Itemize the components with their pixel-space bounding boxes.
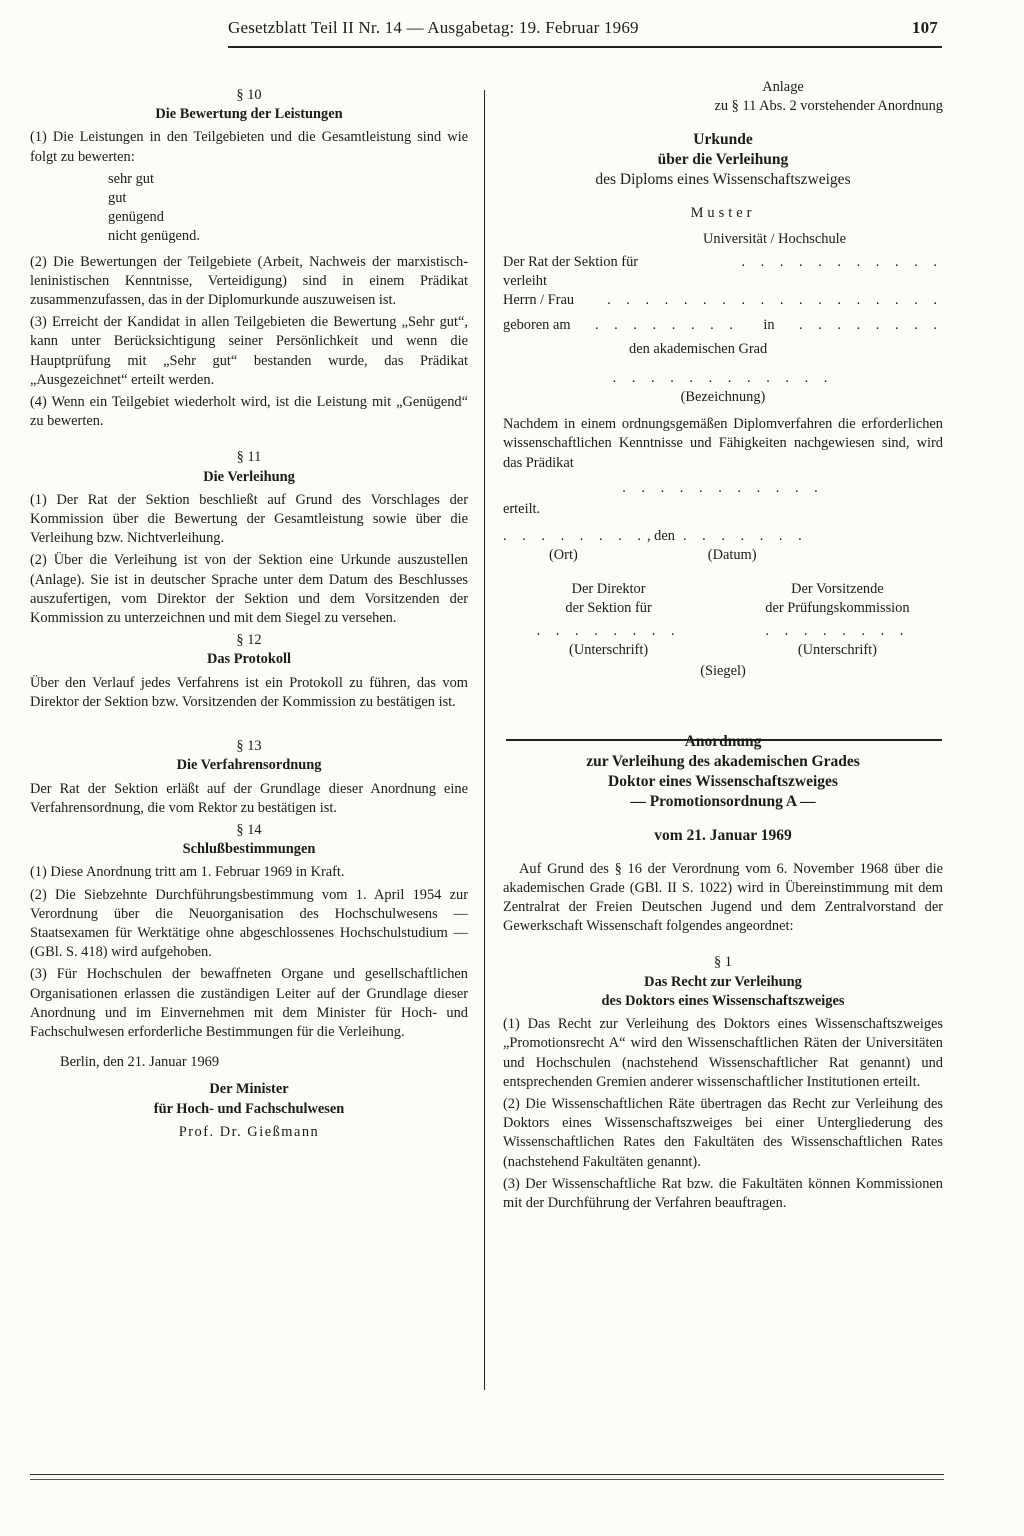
- certificate-title: Urkunde: [693, 131, 753, 149]
- form-row-born: [503, 316, 943, 335]
- annex-reference: zu § 11 Abs. 2 vorstehender Anordnung: [714, 98, 943, 115]
- section-title: Die Bewertung der Leistungen: [155, 106, 343, 123]
- form-dots: . . . . . . . .: [799, 317, 943, 334]
- signatory-office: für Hoch- und Fachschulwesen: [153, 1100, 345, 1117]
- form-label: , den: [646, 528, 675, 545]
- section-sign: § 1: [714, 954, 732, 971]
- signatory-title: der Prüfungskommission: [765, 599, 910, 616]
- section-title: des Doktors eines Wissenschaftszweiges: [601, 992, 845, 1009]
- annex-label: Anlage: [762, 79, 804, 95]
- paragraph: (1) Die Leistungen in den Teilgebieten und die Gesamtleistung sind wie folgt zu bewerten:: [30, 129, 468, 165]
- order-title: Anordnung: [684, 732, 762, 750]
- section-sign: § 10: [236, 87, 262, 103]
- section-sign: § 14: [236, 821, 262, 838]
- form-row-place-date-labels: [503, 546, 943, 565]
- form-label: in: [763, 317, 775, 334]
- grade-item: gut: [108, 190, 127, 207]
- section-sign: § 13: [236, 738, 262, 755]
- form-row-council: [503, 253, 943, 272]
- degree-line: den akademischen Grad: [629, 340, 768, 357]
- paragraph: (2) Über die Verleihung ist von der Sektion eine Urkunde auszustellen (Anlage). Sie ist in deutscher Sprache unter dem Datum des Beschlusses auszufertigen, vom Direktor der Sektion und dem Vorsitzenden der Kommission zu unterzeichnen und mit dem Siegel zu versehen.: [30, 552, 468, 627]
- form-label: Der Rat der Sektion für: [503, 253, 639, 270]
- certificate-title: über die Verleihung: [657, 151, 789, 169]
- paragraph: (2) Die Bewertungen der Teilgebiete (Arbeit, Nachweis der marxistisch-leninistischen Kenntnisse, Verteidigung) sind in einem Prädikat zusammenzufassen, das in der Diplomurkunde auszuweisen ist.: [30, 253, 468, 309]
- signatory-title: Der Direktor: [571, 580, 646, 597]
- form-label: verleiht: [503, 273, 547, 290]
- signatory-name: Prof. Dr. Gießmann: [178, 1123, 320, 1140]
- form-dots: . . . . . . . .: [503, 528, 647, 545]
- paragraph: (2) Die Siebzehnte Durchführungsbestimmung vom 1. April 1954 zur Verordnung über die Neuorganisation des Hochschulwesens — Staatsexamen für Werktätige ohne abgeschlossenes Hochschulstudium — (GBl. S. 418) wird aufgehoben.: [30, 886, 468, 961]
- form-row-person: [503, 291, 943, 310]
- paragraph: Der Rat der Sektion erläßt auf der Grundlage dieser Anordnung eine Verfahrensordnung, die vom Rektor zu bestätigen ist.: [30, 780, 468, 816]
- running-title: Gesetzblatt Teil II Nr. 14 — Ausgabetag: 19. Februar 1969: [228, 18, 639, 37]
- footer-rule: [30, 1474, 944, 1475]
- paragraph: Nachdem in einem ordnungsgemäßen Diplomverfahren die erforderlichen wissenschaftlichen Kenntnisse und Fähigkeiten nachgewiesen sind, wird das Prädikat: [503, 416, 943, 471]
- form-row-place-date: [503, 527, 943, 546]
- paragraph: (3) Für Hochschulen der bewaffneten Organe und gesellschaftlichen Organisationen erlassen die zuständigen Leiter auf der Grundlage dieser Anordnung und im Einvernehmen mit dem Minister für Hoch- und Fachschulwesen erforderliche Bestimmungen für die Verleihung.: [30, 966, 468, 1040]
- institution-line: Universität / Hochschule: [703, 230, 847, 247]
- place-date: Berlin, den 21. Januar 1969: [60, 1054, 220, 1071]
- form-dots: . . . . . . . . . . .: [622, 479, 824, 496]
- page-number: 107: [911, 18, 938, 37]
- paragraph: (1) Der Rat der Sektion beschließt auf Grund des Vorschlages der Kommission über die Bewertung der Gesamtleistung sowie über die Verleihung bzw. Nichtverleihung.: [30, 491, 468, 547]
- signature-label: (Unterschrift): [569, 642, 649, 659]
- signatory-title: Der Vorsitzende: [791, 580, 884, 597]
- form-dots: . . . . . . . .: [594, 317, 739, 334]
- footer-rule-thin: [30, 1479, 944, 1480]
- header-rule: [228, 46, 942, 48]
- left-column: [30, 86, 468, 1142]
- section-title: Das Protokoll: [206, 651, 292, 668]
- paragraph: (1) Diese Anordnung tritt am 1. Februar 1969 in Kraft.: [30, 864, 345, 881]
- right-column: [503, 78, 943, 1216]
- granted-label: erteilt.: [503, 501, 541, 518]
- paragraph: (4) Wenn ein Teilgebiet wiederholt wird, ist die Leistung mit „Genügend“ zu bewerten.: [30, 394, 468, 430]
- grade-item: nicht genügend.: [108, 228, 200, 245]
- section-title: Schlußbestimmungen: [182, 841, 316, 858]
- paragraph: Über den Verlauf jedes Verfahrens ist ein Protokoll zu führen, das vom Direktor der Sektion bzw. Vorsitzenden der Kommission zu bestätigen ist.: [30, 674, 468, 710]
- signature-block: [503, 580, 943, 661]
- signature-left: [503, 580, 714, 661]
- form-dots: . . . . . . . .: [536, 623, 681, 640]
- signature-right: [732, 580, 943, 661]
- seal-label: (Siegel): [700, 663, 746, 680]
- section-sign: § 12: [236, 632, 262, 649]
- form-dots: . . . . . . . . . . . .: [612, 369, 834, 386]
- column-divider: [484, 90, 485, 1390]
- section-title: Das Recht zur Verleihung: [644, 973, 802, 990]
- paragraph: Auf Grund des § 16 der Verordnung vom 6. November 1968 über die akademischen Grade (GBl. II S. 1022) wird in Übereinstimmung mit dem Zentralrat der Freien Deutschen Jugend und dem Zentralvorstand der Gewerkschaft Wissenschaft folgendes angeordnet:: [503, 860, 943, 935]
- paragraph: (3) Der Wissenschaftliche Rat bzw. die Fakultäten können Kommissionen mit der Durchführung der Verfahren beauftragen.: [503, 1175, 943, 1211]
- place-label: (Ort): [549, 547, 578, 564]
- form-dots: . . . . . . . . . . . . . . . . . .: [607, 292, 943, 309]
- certificate-title: des Diploms eines Wissenschaftszweiges: [595, 171, 851, 189]
- date-label: (Datum): [707, 547, 757, 564]
- section-title: Die Verfahrensordnung: [176, 757, 322, 774]
- signature-label: (Unterschrift): [797, 642, 877, 659]
- order-subtitle: — Promotionsordnung A —: [630, 792, 816, 810]
- grade-item: genügend: [108, 209, 164, 226]
- signatory-title: der Sektion für: [565, 599, 652, 616]
- page-header: [228, 18, 938, 38]
- section-sign: § 11: [236, 449, 262, 466]
- grade-item: sehr gut: [108, 170, 154, 187]
- order-title: zur Verleihung des akademischen Grades: [586, 752, 860, 770]
- order-title: Doktor eines Wissenschaftszweiges: [608, 772, 838, 790]
- form-label: geboren am: [503, 317, 571, 334]
- specimen-label: Muster: [690, 205, 756, 222]
- section-title: Die Verleihung: [203, 468, 295, 485]
- form-dots: . . . . . . . . . . .: [741, 253, 943, 270]
- signatory-office: Der Minister: [209, 1081, 289, 1098]
- paragraph: (2) Die Wissenschaftlichen Räte übertragen das Recht zur Verleihung des Doktors eines Wissenschaftszweiges bei einer Untergliederung des Wissenschaftlichen Rates den Fakultäten des Wissenschaftlichen Rates (nachstehend Fakultäten genannt).: [503, 1095, 943, 1170]
- paragraph: (3) Erreicht der Kandidat in allen Teilgebieten die Bewertung „Sehr gut“, kann unter Berücksichtigung seiner Persönlichkeit und wenn die Hauptprüfung mit „Sehr gut“ bestanden wurde, das Prädikat „Ausgezeichnet“ erteilt werden.: [30, 314, 468, 388]
- designation-label: (Bezeichnung): [680, 389, 766, 406]
- form-dots: . . . . . . .: [682, 528, 808, 545]
- form-dots: . . . . . . . .: [765, 623, 910, 640]
- grade-list: [30, 170, 468, 247]
- paragraph: (1) Das Recht zur Verleihung des Doktors eines Wissenschaftszweiges „Promotionsrecht A“ wird den Wissenschaftlichen Räten der Universitäten und Hochschulen (nachstehend Wissenschaftlicher Rat genannt) und entsprechenden Gremien anderer wissenschaftlicher Institutionen erteilt.: [503, 1016, 943, 1090]
- order-date: vom 21. Januar 1969: [654, 826, 792, 844]
- form-label: Herrn / Frau: [503, 292, 575, 309]
